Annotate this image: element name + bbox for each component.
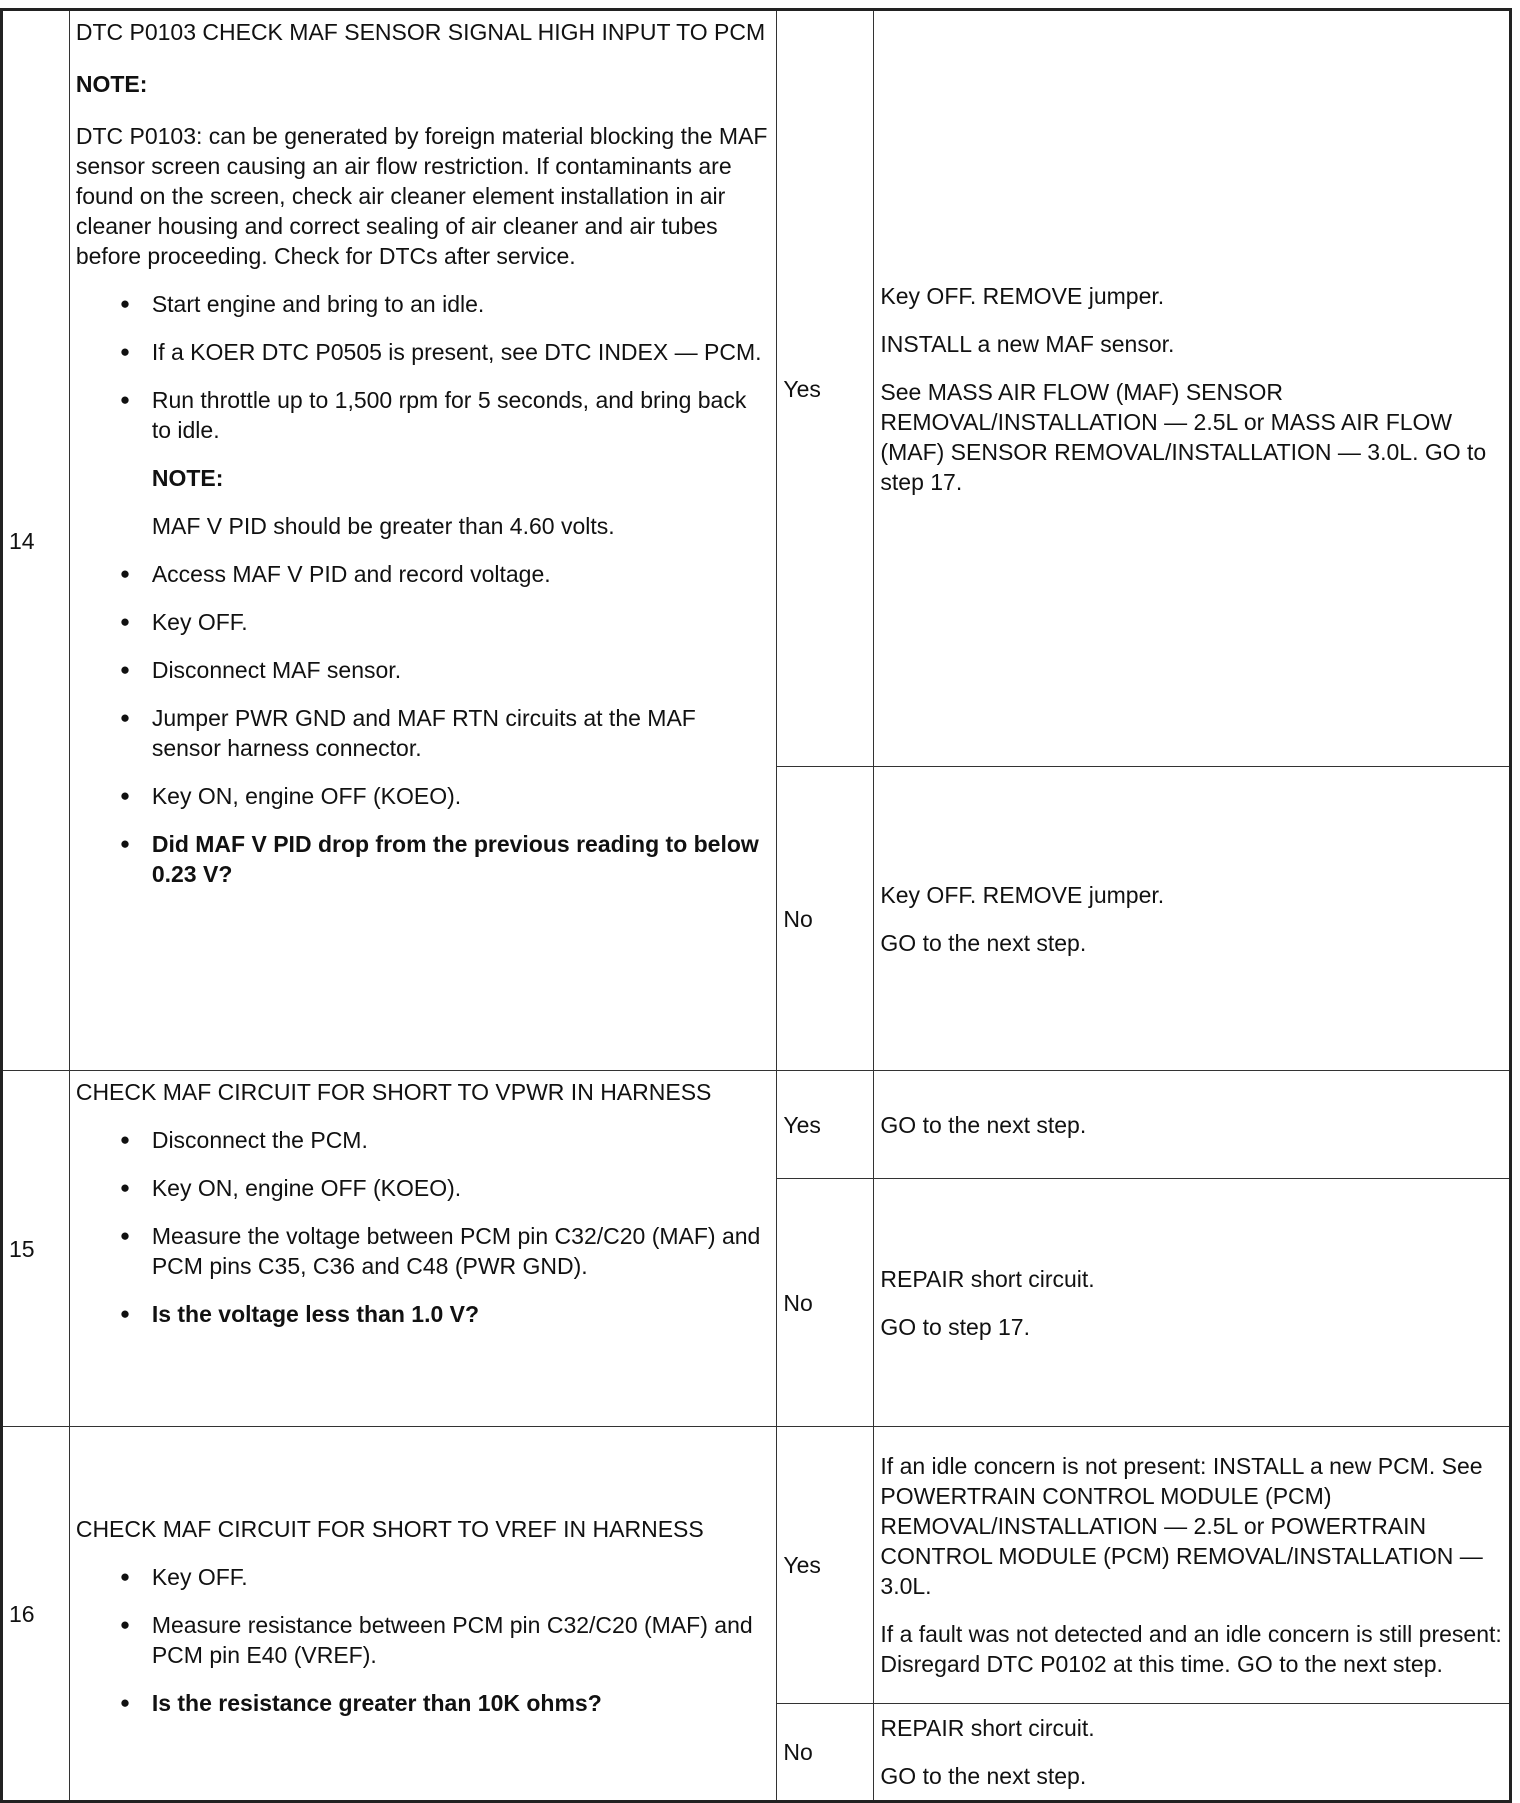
- result-yes: Yes: [777, 1427, 874, 1704]
- list-item: ● Start engine and bring to an idle.: [76, 289, 771, 319]
- note-text: MAF V PID should be greater than 4.60 volts.: [151, 513, 615, 539]
- list-item: ● Disconnect the PCM.: [76, 1125, 771, 1155]
- question-item: ● Is the resistance greater than 10K ohms?: [76, 1688, 771, 1718]
- note-text: DTC P0103: can be generated by foreign material blocking the MAF sensor screen causing an air flow restriction. If contaminants are found on the screen, check air cleaner element installation in air cleaner housing and correct sealing of air cleaner and air tubes before proceeding. Check for DTCs after service.: [75, 123, 768, 269]
- list-item: ● Measure resistance between PCM pin C32/C20 (MAF) and PCM pin E40 (VREF).: [76, 1610, 771, 1670]
- result-no: No: [777, 1704, 874, 1802]
- question-item: ● Is the voltage less than 1.0 V?: [76, 1299, 771, 1329]
- action-no: [874, 1704, 1511, 1802]
- action-text: If a fault was not detected and an idle concern is still present: Disregard DTC P0102 at this time. GO to the next step.: [880, 1621, 1502, 1677]
- test-action: [69, 1427, 777, 1802]
- action-text: GO to the next step.: [880, 1111, 1087, 1138]
- action-yes: [874, 10, 1511, 767]
- list-item: ● Access MAF V PID and record voltage.: [76, 559, 771, 589]
- list-item: ● Disconnect MAF sensor.: [76, 655, 771, 685]
- inner-note: [76, 463, 771, 541]
- action-text: Key OFF. REMOVE jumper.: [880, 282, 1165, 309]
- diagnostic-table: [0, 8, 1512, 1803]
- action-text: GO to the next step.: [880, 929, 1087, 956]
- list-item: ● Measure the voltage between PCM pin C32/C20 (MAF) and PCM pins C35, C36 and C48 (PWR GND).: [76, 1221, 771, 1281]
- test-action: [69, 10, 777, 1071]
- list-item: ● Key ON, engine OFF (KOEO).: [76, 1173, 771, 1203]
- action-text: REPAIR short circuit.: [880, 1265, 1095, 1292]
- test-action: [69, 1071, 777, 1427]
- action-text: GO to the next step.: [880, 1763, 1087, 1789]
- step-title: DTC P0103 CHECK MAF SENSOR SIGNAL HIGH INPUT TO PCM: [75, 19, 766, 45]
- result-no: No: [777, 1179, 874, 1427]
- step-15-yes-row: [2, 1071, 1511, 1179]
- action-text: Key OFF. REMOVE jumper.: [880, 881, 1165, 908]
- action-no: [874, 1179, 1511, 1427]
- action-text: INSTALL a new MAF sensor.: [880, 330, 1175, 357]
- step-14-yes-row: [2, 10, 1511, 767]
- list-item: ● Key OFF.: [76, 607, 771, 637]
- question-item: ● Did MAF V PID drop from the previous reading to below 0.23 V?: [76, 829, 771, 889]
- step-number: 15: [2, 1071, 70, 1427]
- action-list: [76, 1562, 771, 1718]
- action-yes: [874, 1071, 1511, 1179]
- action-yes: [874, 1427, 1511, 1704]
- step-title: CHECK MAF CIRCUIT FOR SHORT TO VPWR IN HARNESS: [75, 1079, 712, 1105]
- action-list: [76, 289, 771, 889]
- list-item: ● Key ON, engine OFF (KOEO).: [76, 781, 771, 811]
- list-item: ● Run throttle up to 1,500 rpm for 5 seconds, and bring back to idle.: [76, 385, 771, 445]
- action-text: See MASS AIR FLOW (MAF) SENSOR REMOVAL/INSTALLATION — 2.5L or MASS AIR FLOW (MAF) SENSOR REMOVAL/INSTALLATION — 3.0L. GO to step 17.: [880, 378, 1487, 495]
- step-16-yes-row: [2, 1427, 1511, 1704]
- note-label: NOTE:: [151, 465, 224, 491]
- action-text: REPAIR short circuit.: [880, 1715, 1095, 1741]
- step-number: 14: [2, 10, 70, 1071]
- result-no: No: [777, 767, 874, 1071]
- result-yes: Yes: [777, 1071, 874, 1179]
- step-title: CHECK MAF CIRCUIT FOR SHORT TO VREF IN HARNESS: [75, 1515, 704, 1542]
- action-list: [76, 1125, 771, 1329]
- action-text: GO to step 17.: [880, 1313, 1030, 1340]
- list-item: ● Key OFF.: [76, 1562, 771, 1592]
- step-number: 16: [2, 1427, 70, 1802]
- list-item: ● Jumper PWR GND and MAF RTN circuits at the MAF sensor harness connector.: [76, 703, 771, 763]
- note-label: NOTE:: [75, 71, 148, 97]
- list-item: ● If a KOER DTC P0505 is present, see DTC INDEX — PCM.: [76, 337, 771, 367]
- result-yes: Yes: [777, 10, 874, 767]
- action-text: If an idle concern is not present: INSTALL a new PCM. See POWERTRAIN CONTROL MODULE (PCM) REMOVAL/INSTALLATION — 2.5L or POWERTRAIN CONTROL MODULE (PCM) REMOVAL/INSTALLATION — 3.0L.: [880, 1453, 1483, 1599]
- action-no: [874, 767, 1511, 1071]
